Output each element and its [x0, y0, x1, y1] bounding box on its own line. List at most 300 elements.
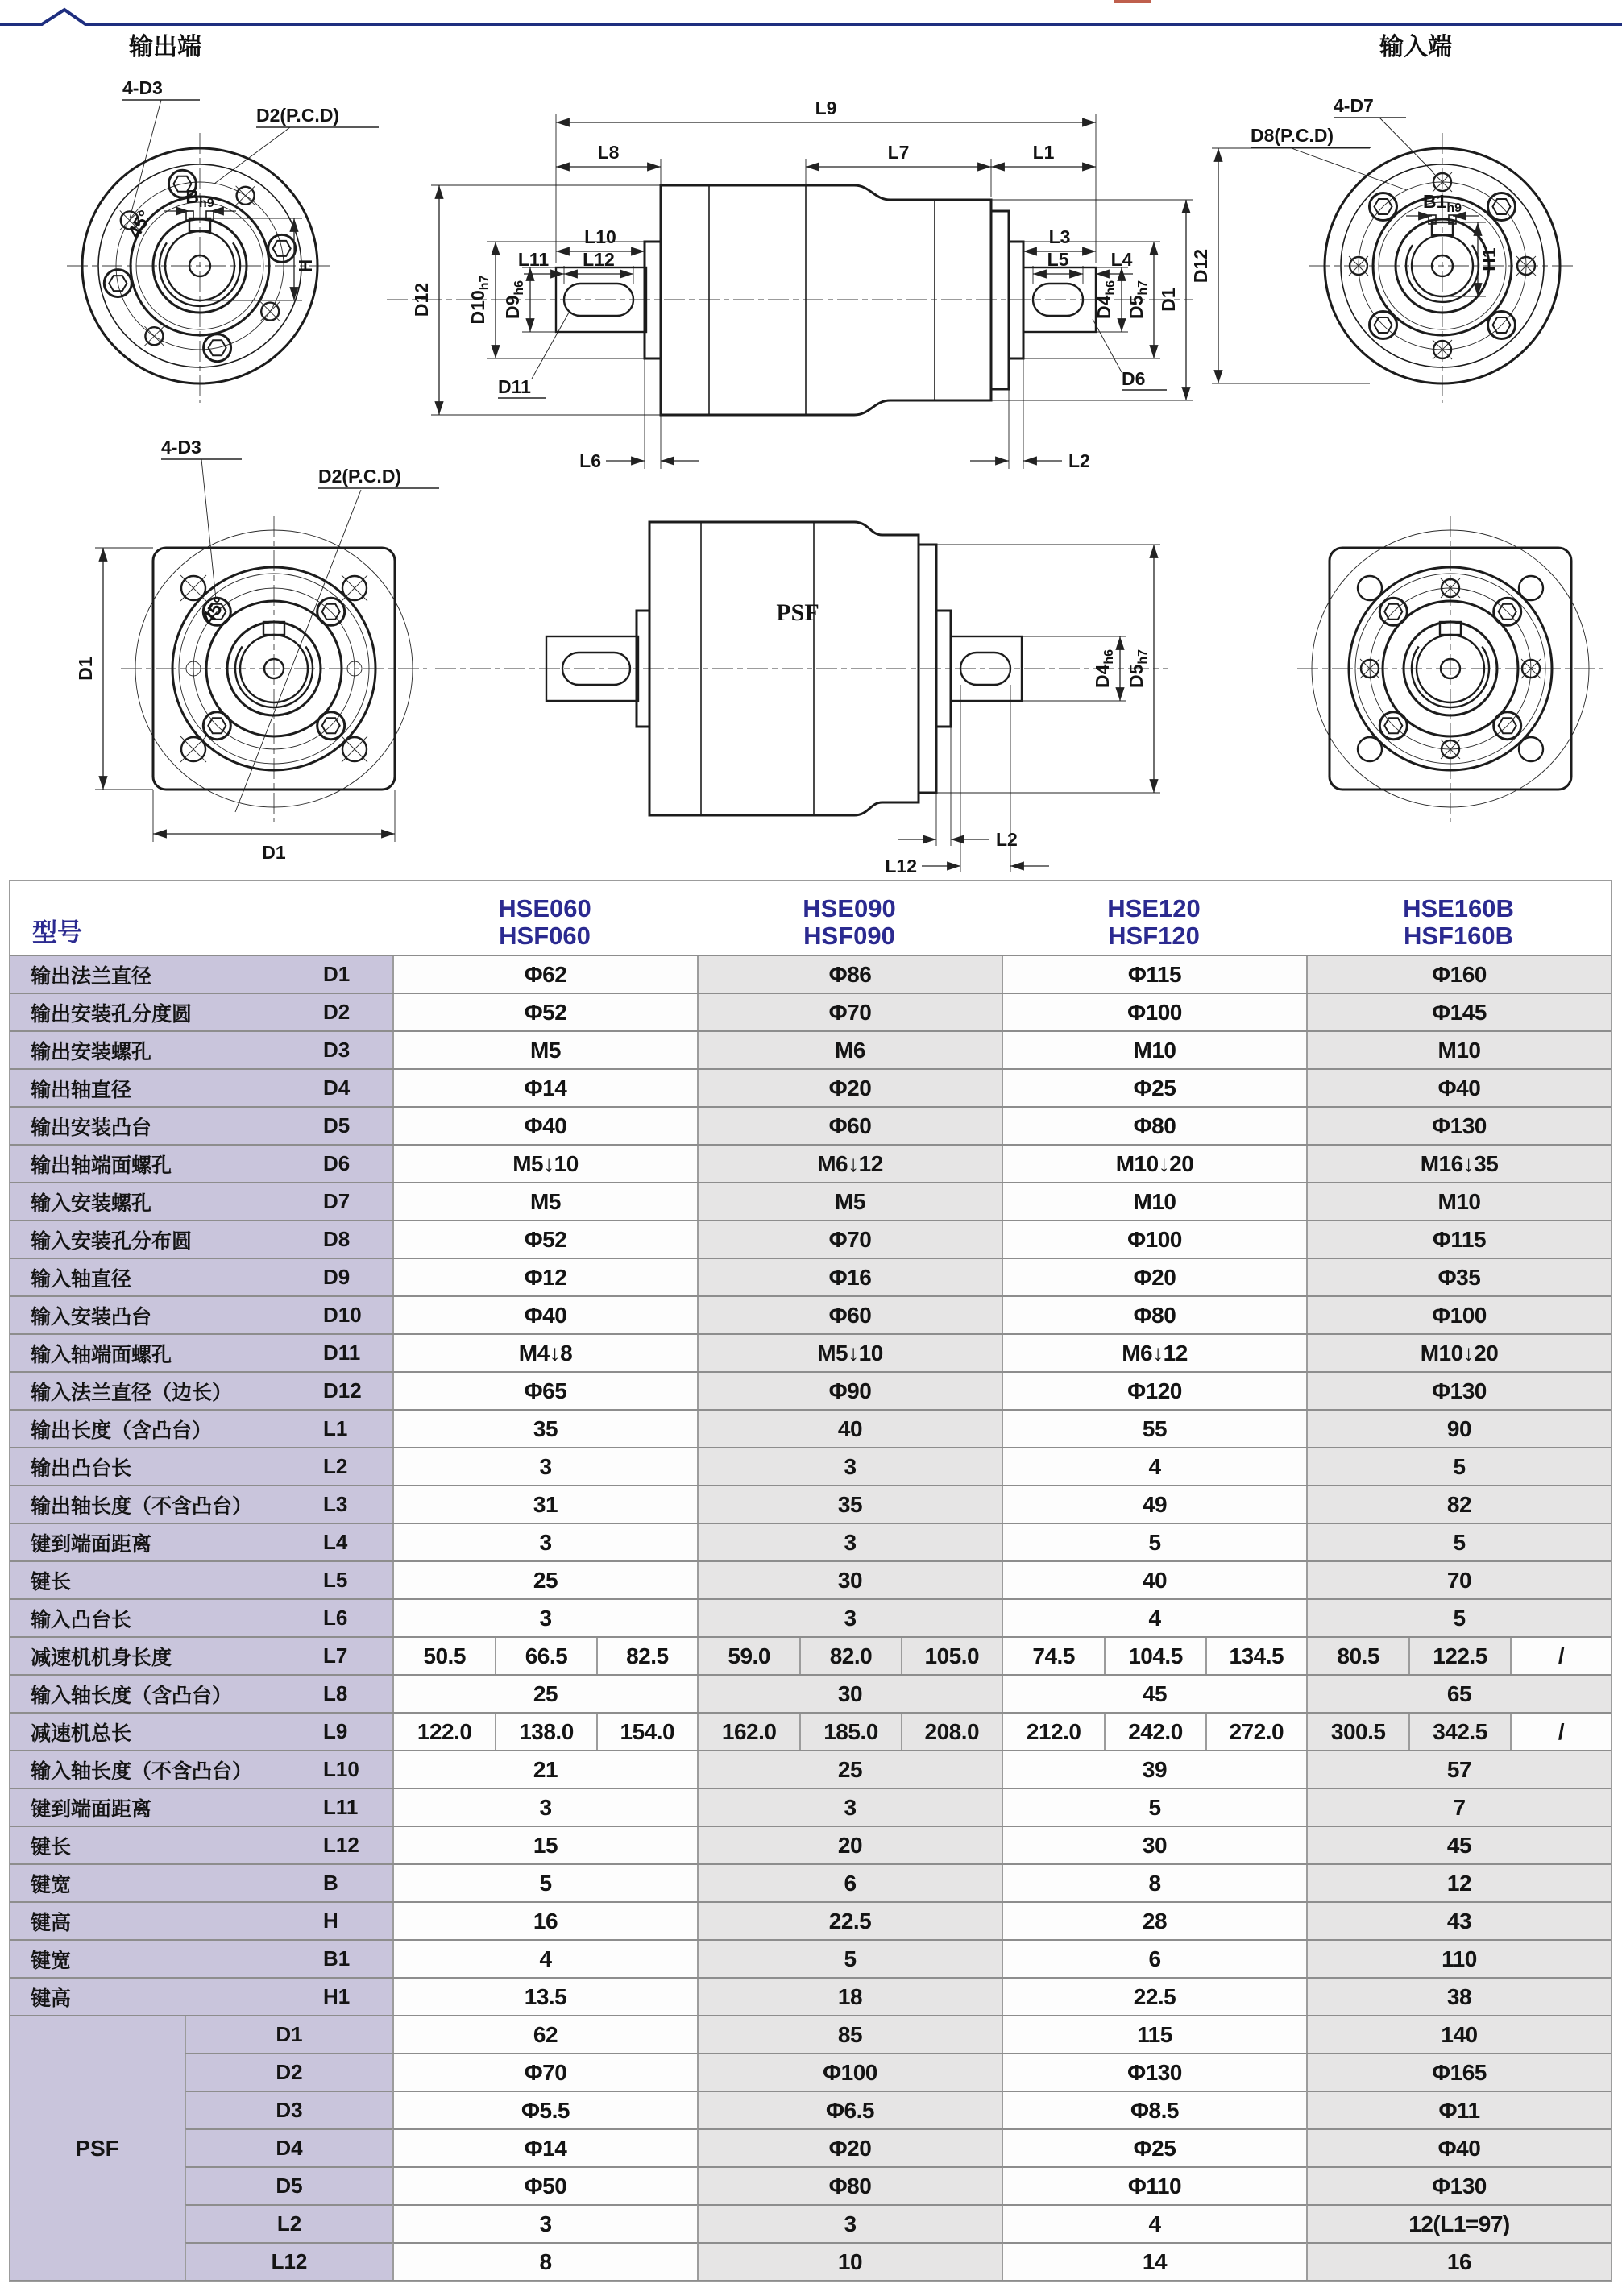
value-cell: 38: [1306, 1979, 1611, 2015]
table-row: [10, 1712, 1611, 1750]
value-cell: 15: [392, 1827, 697, 1863]
dim-l4: L4: [1110, 249, 1133, 270]
dimension-name: 输出凸台长: [31, 1457, 132, 1480]
input-key-height-label: H1: [1479, 247, 1500, 271]
table-row: [10, 1295, 1611, 1333]
table-body: [10, 955, 1611, 2015]
row-label: [10, 1751, 392, 1788]
psf-value-cell: Φ165: [1306, 2053, 1611, 2091]
table-row: [10, 1258, 1611, 1295]
table-row: [10, 1220, 1611, 1258]
psf-value-cell: Φ8.5: [1002, 2091, 1306, 2128]
row-label: [10, 1979, 392, 2015]
value-cell: 6: [697, 1865, 1002, 1901]
table-row: [10, 1939, 1611, 1977]
value-subcell: 74.5: [1032, 1643, 1075, 1668]
dimension-name: 输入轴直径: [31, 1267, 132, 1291]
value-cell: 6: [1002, 1941, 1306, 1977]
value-cell: 30: [697, 1676, 1002, 1712]
dimension-name: 输入凸台长: [31, 1608, 132, 1631]
value-cell: 49: [1002, 1486, 1306, 1523]
value-cell: [697, 1638, 1002, 1674]
side-view-top-drawing: [387, 97, 1193, 471]
dimension-symbol: L5: [323, 1568, 348, 1592]
row-label: [10, 1865, 392, 1901]
value-cell: M10↓20: [1306, 1335, 1611, 1371]
dimension-symbol: D3: [323, 1038, 351, 1062]
dimension-symbol: D1: [323, 962, 351, 986]
dim-d5: $D5_{h7}$: [1126, 280, 1150, 320]
table-row: [10, 955, 1611, 993]
value-cell: [392, 1714, 697, 1750]
value-cell: M5↓10: [392, 1146, 697, 1182]
value-cell: 3: [392, 1524, 697, 1560]
input-key-width-label: $B1_{h9}$: [1422, 191, 1462, 215]
psf-value-cell: Φ25: [1002, 2128, 1306, 2166]
dimension-name: 输入轴长度（含凸台）: [31, 1684, 233, 1707]
value-cell: M16↓35: [1306, 1146, 1611, 1182]
psf-value-cell: Φ130: [1306, 2166, 1611, 2204]
value-cell: 45: [1306, 1827, 1611, 1863]
table-row: [10, 1485, 1611, 1523]
dimension-name: 输出轴端面螺孔: [31, 1154, 172, 1177]
value-cell: 35: [392, 1411, 697, 1447]
value-cell: 4: [1002, 1448, 1306, 1485]
value-cell: Φ80: [1002, 1108, 1306, 1144]
value-cell: Φ52: [392, 994, 697, 1030]
dim-d12: D12: [411, 282, 432, 317]
dimension-name: 输入法兰直径（边长）: [31, 1381, 233, 1404]
top-accent-line: [0, 0, 1622, 24]
dimension-symbol: D9: [323, 1265, 351, 1289]
psf-value-cell: Φ20: [697, 2128, 1002, 2166]
dim-d6: D6: [1122, 368, 1146, 389]
value-cell: 57: [1306, 1751, 1611, 1788]
dim-l1: L1: [1032, 142, 1055, 163]
row-label: [10, 1448, 392, 1485]
row-label: [10, 1714, 392, 1750]
value-subcell: 212.0: [1026, 1718, 1081, 1744]
value-cell: Φ130: [1306, 1108, 1611, 1144]
value-subcell: /: [1510, 1714, 1611, 1750]
dimension-symbol: L3: [323, 1492, 348, 1516]
dim-l10: L10: [584, 226, 616, 247]
value-subcell: 59.0: [728, 1643, 770, 1668]
dimension-name: 键宽: [31, 1873, 72, 1896]
model-name: HSE090: [803, 893, 896, 922]
psf-value-cell: 12(L1=97): [1306, 2204, 1611, 2242]
value-cell: Φ90: [697, 1373, 1002, 1409]
spec-table: [9, 880, 1612, 2282]
psf-dimension-symbol: D3: [185, 2091, 392, 2128]
table-row: [10, 1788, 1611, 1826]
square-pcd-label: D2(P.C.D): [318, 466, 402, 487]
model-header-hse090: [697, 881, 1002, 955]
psf-value-cell: 3: [697, 2204, 1002, 2242]
table-row: [10, 1523, 1611, 1560]
value-cell: Φ20: [1002, 1259, 1306, 1295]
dimension-symbol: D11: [323, 1341, 361, 1365]
psf-dimension-symbol: D1: [185, 2015, 392, 2053]
row-label: [10, 1335, 392, 1371]
psf-value-cell: Φ50: [392, 2166, 697, 2204]
dim-d1: D1: [1158, 288, 1179, 312]
row-label: [10, 1373, 392, 1409]
value-cell: M6: [697, 1032, 1002, 1068]
row-label: [10, 1259, 392, 1295]
value-cell: Φ62: [392, 956, 697, 993]
table-row: [10, 1182, 1611, 1220]
value-cell: Φ65: [392, 1373, 697, 1409]
value-cell: [1002, 1714, 1306, 1750]
row-label: [10, 994, 392, 1030]
value-cell: 3: [392, 1789, 697, 1826]
value-cell: Φ60: [697, 1297, 1002, 1333]
value-subcell: 162.0: [721, 1718, 777, 1744]
table-row: [10, 1863, 1611, 1901]
value-cell: 5: [697, 1941, 1002, 1977]
value-cell: Φ115: [1306, 1221, 1611, 1258]
model-name: HSF060: [499, 921, 591, 950]
row-label: [10, 1941, 392, 1977]
value-cell: 30: [697, 1562, 1002, 1598]
input-end-title: 输入端: [1379, 34, 1452, 60]
value-cell: M10: [1306, 1032, 1611, 1068]
square-flange-front-drawing: [75, 437, 439, 863]
value-cell: 18: [697, 1979, 1002, 2015]
value-cell: 110: [1306, 1941, 1611, 1977]
value-cell: 31: [392, 1486, 697, 1523]
dimension-symbol: D5: [323, 1113, 351, 1138]
value-cell: 30: [1002, 1827, 1306, 1863]
dimension-symbol: B1: [323, 1946, 351, 1971]
value-cell: Φ12: [392, 1259, 697, 1295]
table-row: [10, 1409, 1611, 1447]
value-cell: Φ40: [392, 1108, 697, 1144]
value-cell: 22.5: [697, 1903, 1002, 1939]
value-cell: Φ80: [1002, 1297, 1306, 1333]
dimension-symbol: L8: [323, 1681, 348, 1705]
output-angle-label: 45°: [123, 206, 156, 242]
input-holes-label: 4-D7: [1334, 95, 1374, 116]
row-label: [10, 1827, 392, 1863]
value-cell: M5: [697, 1183, 1002, 1220]
dimension-name: 输入安装螺孔: [31, 1192, 152, 1215]
value-cell: Φ60: [697, 1108, 1002, 1144]
row-label: [10, 1183, 392, 1220]
value-subcell: 122.5: [1408, 1638, 1509, 1674]
square-holes-label: 4-D3: [161, 437, 201, 458]
psf-value-cell: Φ110: [1002, 2166, 1306, 2204]
psf-dimension-symbol: D2: [185, 2053, 392, 2091]
value-cell: 8: [1002, 1865, 1306, 1901]
dim-l3: L3: [1048, 226, 1071, 247]
psf-value-cell: Φ11: [1306, 2091, 1611, 2128]
input-flange-dim-label: D12: [1190, 248, 1211, 284]
row-label: [10, 1297, 392, 1333]
table-row: [10, 1674, 1611, 1712]
model-name: HSF160B: [1403, 921, 1514, 950]
value-cell: 12: [1306, 1865, 1611, 1901]
psf-value-cell: Φ14: [392, 2128, 697, 2166]
value-cell: M6↓12: [1002, 1335, 1306, 1371]
value-cell: Φ52: [392, 1221, 697, 1258]
table-row: [10, 1977, 1611, 2015]
dimension-symbol: D8: [323, 1227, 351, 1251]
dimension-name: 键高: [31, 1987, 72, 2010]
psf-value-cell: Φ40: [1306, 2128, 1611, 2166]
value-cell: 40: [697, 1411, 1002, 1447]
value-cell: [1306, 1714, 1611, 1750]
dimension-symbol: L10: [323, 1757, 359, 1781]
value-subcell: 80.5: [1337, 1643, 1379, 1668]
dim-l6: L6: [579, 450, 601, 471]
dim-l12-psf: L12: [885, 856, 917, 874]
value-cell: M10: [1002, 1032, 1306, 1068]
dimension-name: 输出轴直径: [31, 1078, 132, 1101]
psf-value-cell: 10: [697, 2242, 1002, 2280]
model-name: HSE060: [498, 893, 591, 922]
table-row: [10, 1636, 1611, 1674]
value-cell: Φ70: [697, 994, 1002, 1030]
value-cell: 5: [1002, 1789, 1306, 1826]
value-subcell: 138.0: [495, 1714, 595, 1750]
value-cell: M6↓12: [697, 1146, 1002, 1182]
value-cell: 55: [1002, 1411, 1306, 1447]
dim-l12: L12: [583, 249, 615, 270]
dimension-name: 键长: [31, 1570, 72, 1594]
value-cell: Φ25: [1002, 1070, 1306, 1106]
table-row: [10, 1144, 1611, 1182]
dimension-symbol: D6: [323, 1151, 351, 1175]
value-cell: 5: [1306, 1448, 1611, 1485]
output-holes-label: 4-D3: [122, 77, 163, 98]
value-cell: 90: [1306, 1411, 1611, 1447]
row-label: [10, 1411, 392, 1447]
psf-value-cell: 14: [1002, 2242, 1306, 2280]
table-header: [10, 881, 1611, 955]
psf-value-cell: 3: [392, 2204, 697, 2242]
row-label: [10, 1221, 392, 1258]
dimension-symbol: L4: [323, 1530, 348, 1554]
value-cell: Φ16: [697, 1259, 1002, 1295]
dimension-name: 减速机机身长度: [31, 1646, 172, 1669]
square-angle-label: 45°: [197, 592, 231, 628]
value-cell: Φ130: [1306, 1373, 1611, 1409]
models-header-label: 型号: [32, 918, 82, 947]
value-subcell: 300.5: [1330, 1718, 1386, 1744]
value-subcell: 50.5: [423, 1643, 466, 1668]
value-cell: 5: [392, 1865, 697, 1901]
model-name: HSE160B: [1403, 893, 1514, 922]
table-row: [10, 1598, 1611, 1636]
value-subcell: 82.5: [596, 1638, 697, 1674]
value-cell: 3: [697, 1789, 1002, 1826]
value-cell: 5: [1002, 1524, 1306, 1560]
psf-dimension-symbol: D4: [185, 2128, 392, 2166]
table-row: [10, 1068, 1611, 1106]
model-name: HSF120: [1108, 921, 1200, 950]
psf-group-label: PSF: [10, 2015, 185, 2280]
dim-l2-top: L2: [1068, 450, 1090, 471]
psf-value-cell: Φ100: [697, 2053, 1002, 2091]
dimension-name: 键到端面距离: [31, 1532, 152, 1556]
value-subcell: 122.0: [417, 1718, 472, 1744]
dimension-symbol: D2: [323, 1000, 351, 1024]
value-cell: [392, 1638, 697, 1674]
value-cell: Φ40: [392, 1297, 697, 1333]
value-cell: M4↓8: [392, 1335, 697, 1371]
row-label: [10, 1108, 392, 1144]
dim-l2-psf: L2: [996, 829, 1018, 850]
dimension-symbol: L2: [323, 1454, 348, 1478]
value-cell: [697, 1714, 1002, 1750]
psf-dimension-symbol: L2: [185, 2204, 392, 2242]
value-cell: 21: [392, 1751, 697, 1788]
dimension-symbol: L7: [323, 1643, 348, 1668]
value-cell: 43: [1306, 1903, 1611, 1939]
value-subcell: 272.0: [1205, 1714, 1306, 1750]
row-label: [10, 1638, 392, 1674]
value-cell: [1306, 1638, 1611, 1674]
dimension-symbol: D4: [323, 1075, 351, 1100]
table-row: [10, 1030, 1611, 1068]
value-cell: 65: [1306, 1676, 1611, 1712]
dim-d10: $D10_{h7}$: [467, 275, 492, 325]
value-subcell: 208.0: [901, 1714, 1002, 1750]
output-end-title: 输出端: [129, 34, 201, 60]
dimension-symbol: L9: [323, 1719, 348, 1743]
dim-l7: L7: [887, 142, 910, 163]
model-header-hse160b: [1306, 881, 1611, 955]
table-row: [10, 993, 1611, 1030]
dimension-name: 输出安装孔分度圆: [31, 1002, 193, 1026]
model-header-hse120: [1002, 881, 1306, 955]
value-cell: M5↓10: [697, 1335, 1002, 1371]
value-subcell: 242.0: [1104, 1714, 1205, 1750]
dim-d11: D11: [498, 376, 531, 397]
value-cell: 25: [697, 1751, 1002, 1788]
dimension-symbol: L6: [323, 1606, 348, 1630]
value-cell: Φ100: [1002, 994, 1306, 1030]
value-cell: [1002, 1638, 1306, 1674]
row-label: [10, 1524, 392, 1560]
value-subcell: 105.0: [901, 1638, 1002, 1674]
value-cell: M5: [392, 1183, 697, 1220]
dimension-symbol: D7: [323, 1189, 351, 1213]
psf-value-cell: 140: [1306, 2015, 1611, 2053]
value-subcell: 66.5: [495, 1638, 595, 1674]
row-label: [10, 1600, 392, 1636]
side-view-bottom-drawing: [435, 522, 1168, 874]
dimension-name: 键长: [31, 1835, 72, 1859]
value-cell: 16: [392, 1903, 697, 1939]
input-end-flange-drawing: [1190, 33, 1575, 403]
value-cell: 5: [1306, 1600, 1611, 1636]
dimension-drawings: [0, 0, 1622, 874]
value-cell: Φ35: [1306, 1259, 1611, 1295]
row-label: [10, 1070, 392, 1106]
value-subcell: 154.0: [596, 1714, 697, 1750]
value-cell: Φ145: [1306, 994, 1611, 1030]
square-flange-back-drawing: [1297, 516, 1603, 822]
table-row: [10, 1333, 1611, 1371]
value-cell: 45: [1002, 1676, 1306, 1712]
psf-value-cell: 4: [1002, 2204, 1306, 2242]
dim-d9: $D9_{h6}$: [502, 280, 526, 320]
table-row: [10, 1901, 1611, 1939]
psf-value-cell: 85: [697, 2015, 1002, 2053]
table-row: [10, 1750, 1611, 1788]
value-cell: Φ14: [392, 1070, 697, 1106]
row-label: [10, 1789, 392, 1826]
value-cell: Φ86: [697, 956, 1002, 993]
value-cell: 35: [697, 1486, 1002, 1523]
value-cell: Φ100: [1306, 1297, 1611, 1333]
psf-value-cell: 16: [1306, 2242, 1611, 2280]
psf-value-cell: 115: [1002, 2015, 1306, 2053]
value-cell: Φ160: [1306, 956, 1611, 993]
dimension-name: 输入安装孔分布圆: [31, 1229, 193, 1253]
table-row: [10, 1447, 1611, 1485]
value-cell: Φ100: [1002, 1221, 1306, 1258]
output-key-height-label: H: [295, 259, 316, 273]
value-cell: 25: [392, 1676, 697, 1712]
output-pcd-label: D2(P.C.D): [256, 105, 340, 126]
psf-value-cell: Φ130: [1002, 2053, 1306, 2091]
value-cell: 3: [697, 1600, 1002, 1636]
value-cell: 40: [1002, 1562, 1306, 1598]
row-label: [10, 1486, 392, 1523]
row-label: [10, 1676, 392, 1712]
square-d1-horizontal: D1: [262, 842, 286, 863]
dim-d4: $D4_{h6}$: [1093, 280, 1118, 320]
dimension-name: 减速机总长: [31, 1722, 132, 1745]
row-label: [10, 1032, 392, 1068]
dimension-symbol: L11: [323, 1795, 359, 1819]
psf-dimension-symbol: D5: [185, 2166, 392, 2204]
dim-l9: L9: [815, 97, 837, 118]
value-cell: 28: [1002, 1903, 1306, 1939]
psf-dimension-symbol: L12: [185, 2242, 392, 2280]
table-row: [10, 1826, 1611, 1863]
model-header-hse060: [392, 881, 697, 955]
output-key-width-label: $B_{h9}$: [185, 186, 214, 210]
square-d1-vertical: D1: [75, 657, 96, 681]
value-cell: Φ20: [697, 1070, 1002, 1106]
value-cell: Φ40: [1306, 1070, 1611, 1106]
value-cell: 20: [697, 1827, 1002, 1863]
psf-model-label: PSF: [776, 599, 819, 626]
value-cell: 13.5: [392, 1979, 697, 2015]
value-cell: 22.5: [1002, 1979, 1306, 2015]
value-cell: 3: [392, 1448, 697, 1485]
output-end-flange-drawing: [67, 33, 379, 403]
dimension-name: 键高: [31, 1911, 72, 1934]
dim-l8: L8: [597, 142, 620, 163]
value-cell: 4: [1002, 1600, 1306, 1636]
dimension-name: 输入轴长度（不含凸台）: [31, 1759, 253, 1783]
input-pcd-label: D8(P.C.D): [1251, 125, 1334, 146]
value-cell: M5: [392, 1032, 697, 1068]
value-subcell: 82.0: [799, 1638, 900, 1674]
value-cell: M10: [1306, 1183, 1611, 1220]
value-cell: 82: [1306, 1486, 1611, 1523]
row-label: [10, 1562, 392, 1598]
value-cell: Φ115: [1002, 956, 1306, 993]
value-cell: 3: [697, 1448, 1002, 1485]
dimension-name: 输出安装螺孔: [31, 1040, 152, 1063]
